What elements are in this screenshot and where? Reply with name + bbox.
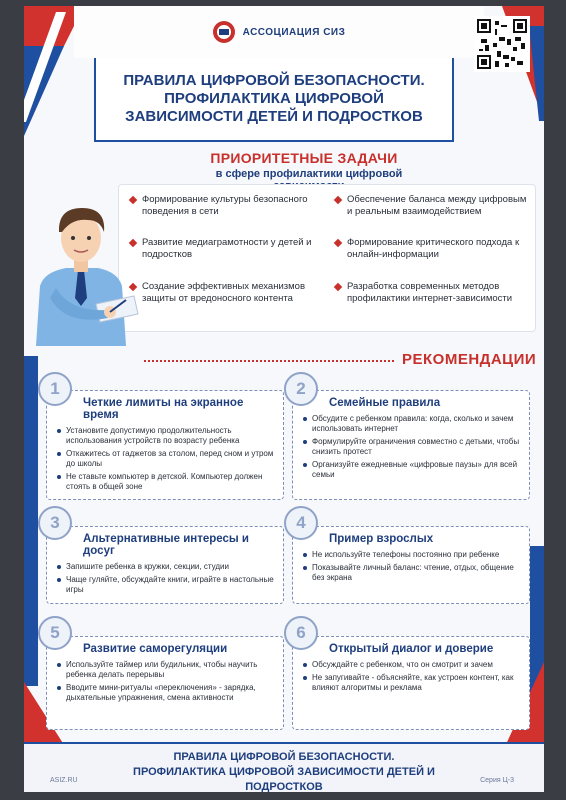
card-title: Четкие лимиты на экранное время [83,397,244,421]
step-number-badge: 1 [38,372,72,406]
card-title: Открытый диалог и доверие [329,643,494,655]
recommendation-card [46,526,284,604]
list-item: Формулируйте ограничения совместно с детьми, чтобы снизить протест [303,437,521,457]
card-list [57,660,275,703]
step-number-badge: 5 [38,616,72,650]
page-title: ПРАВИЛА ЦИФРОВОЙ БЕЗОПАСНОСТИ. ПРОФИЛАКТИКА ЦИФРОВОЙ ЗАВИСИМОСТИ ДЕТЕЙ И ПОДРОСТКОВ [123,72,425,125]
card-list [57,562,275,595]
list-item: Показывайте личный баланс: чтение, отдых, общение без экрана [303,563,521,583]
priority-item: Формирование культуры безопасного поведения в сети [130,194,325,237]
list-item: Обсуждайте с ребенком, что он смотрит и зачем [303,660,521,670]
list-item: Запишите ребенка в кружки, секции, студии [57,562,275,572]
footer-title: ПРАВИЛА ЦИФРОВОЙ БЕЗОПАСНОСТИ. ПРОФИЛАКТИКА ЦИФРОВОЙ ЗАВИСИМОСТИ ДЕТЕЙ И ПОДРОСТКОВ [133,751,435,792]
bullet-icon [303,676,307,680]
priority-item: Развитие медиаграмотности у детей и подростков [130,237,325,280]
footer-series-label: Серия Ц-3 [480,777,514,784]
list-item: Не ставьте компьютер в детской. Компьютер должен стоять в общей зоне [57,472,275,492]
bullet-icon [57,663,61,667]
recommendation-card [292,636,530,730]
card-title: Альтернативные интересы и досуг [83,533,249,557]
list-item: Организуйте ежедневные «цифровые паузы» для всей семьи [303,460,521,480]
step-number-badge: 6 [284,616,318,650]
step-number-badge: 3 [38,506,72,540]
priority-item: Обеспечение баланса между цифровым и реальным взаимодействием [335,194,530,237]
list-item: Откажитесь от гаджетов за столом, перед сном и утром до школы [57,449,275,469]
recommendation-card [292,526,530,604]
recommendation-card [292,390,530,500]
title-box [94,58,454,142]
priorities-subheading: в сфере профилактики цифровой [215,168,403,180]
bullet-icon [57,565,61,569]
bullet-icon [57,475,61,479]
card-list [57,426,275,492]
list-item: Обсудите с ребенком правила: когда, сколько и зачем использовать интернет [303,414,521,434]
bullet-icon [57,452,61,456]
recommendation-card [46,636,284,730]
list-item: Вводите мини-ритуалы «переключения» - зарядка, дыхательные упражнения, смена активности [57,683,275,703]
diamond-bullet-icon [334,239,342,247]
qr-code-icon[interactable] [474,16,530,72]
list-item: Не используйте телефоны постоянно при ребенке [303,550,521,560]
bullet-icon [303,417,307,421]
card-title: Семейные правила [329,397,441,409]
recommendations-divider [144,360,394,362]
header [74,6,484,58]
bullet-icon [57,578,61,582]
card-title: Развитие саморегуляции [83,643,228,655]
bullet-icon [303,463,307,467]
card-title: Пример взрослых [329,533,434,545]
priorities-heading: ПРИОРИТЕТНЫЕ ЗАДАЧИ [210,150,398,166]
list-item: Чаще гуляйте, обсуждайте книги, играйте в настольные игры [57,575,275,595]
list-item: Не запугивайте - объясняйте, как устроен контент, как влияют алгоритмы и реклама [303,673,521,693]
association-logo-icon [213,21,235,43]
list-item: Используйте таймер или будильник, чтобы научить ребенка делать перерывы [57,660,275,680]
bullet-icon [303,663,307,667]
bullet-icon [303,566,307,570]
footer [24,742,544,792]
org-name: АССОЦИАЦИЯ СИЗ [242,26,346,38]
bullet-icon [303,440,307,444]
bullet-icon [57,686,61,690]
diamond-bullet-icon [334,282,342,290]
list-item: Установите допустимую продолжительность использования устройств по возрасту ребенка [57,426,275,446]
card-list [303,660,521,693]
diamond-bullet-icon [334,196,342,204]
step-number-badge: 2 [284,372,318,406]
priorities-list [130,194,530,324]
priority-item: Формирование критического подхода к онлайн-информации [335,237,530,280]
poster [24,6,544,792]
recommendation-card [46,390,284,500]
bullet-icon [57,429,61,433]
priority-item: Создание эффективных механизмов защиты от вредоносного контента [130,281,325,324]
recommendations-heading: РЕКОМЕНДАЦИИ [402,351,537,368]
bullet-icon [303,553,307,557]
teacher-illustration-icon [26,186,146,346]
side-blue-stripe [24,356,38,686]
card-list [303,414,521,480]
footer-site-link[interactable]: ASIZ.RU [50,777,78,784]
priority-item: Разработка современных методов профилактики интернет-зависимости [335,281,530,324]
step-number-badge: 4 [284,506,318,540]
card-list [303,550,521,583]
